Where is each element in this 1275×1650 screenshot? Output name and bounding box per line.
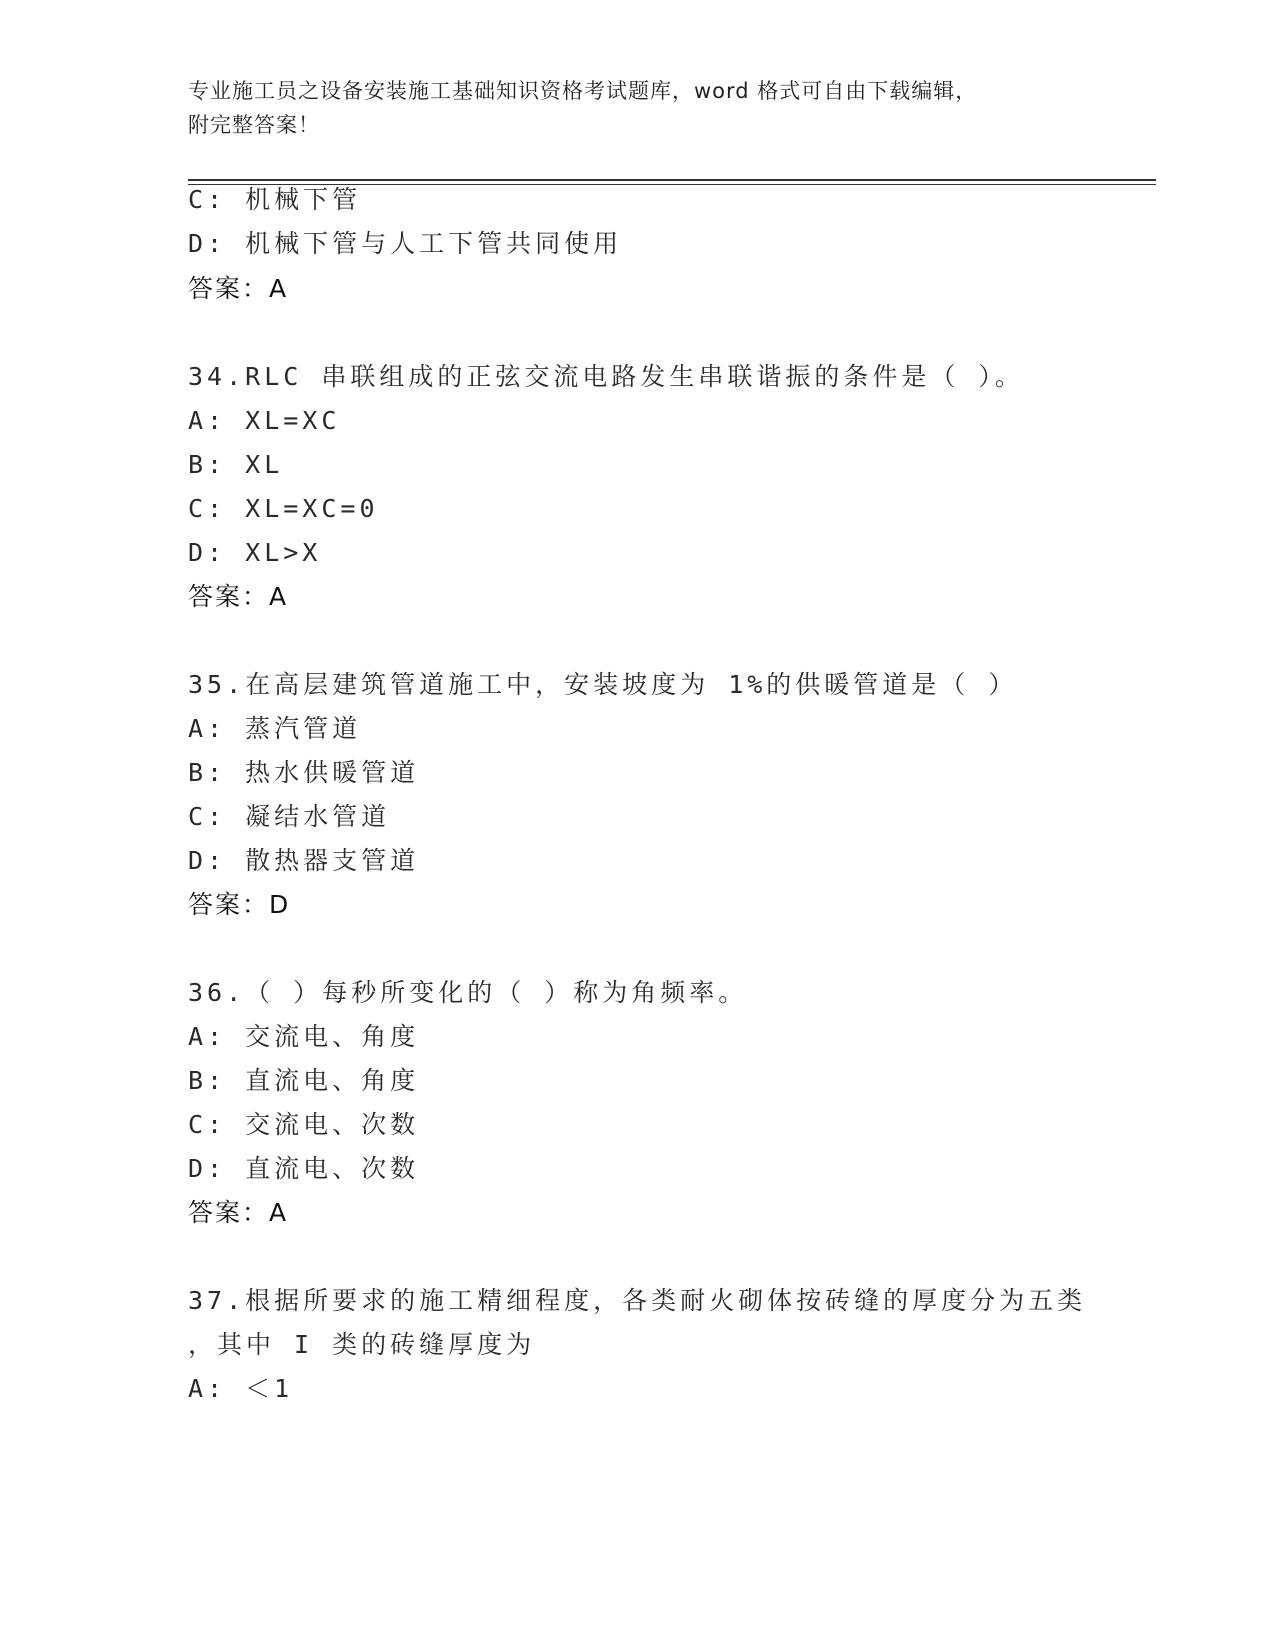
q35-option-c: C: 凝结水管道 bbox=[188, 802, 391, 831]
header-line-2: 附完整答案！ bbox=[188, 113, 320, 137]
q37-stem-line-2: ，其中 I 类的砖缝厚度为 bbox=[188, 1330, 536, 1359]
q34-stem: 34.RLC 串联组成的正弦交流电路发生串联谐振的条件是（ ）。 bbox=[188, 362, 1024, 391]
q36-option-c: C: 交流电、次数 bbox=[188, 1110, 420, 1139]
prev-option-c: C: 机械下管 bbox=[188, 185, 362, 214]
document-header bbox=[188, 74, 1088, 142]
q34-option-b: B: XL bbox=[188, 450, 284, 479]
q35-option-b: B: 热水供暖管道 bbox=[188, 758, 420, 787]
q36-stem: 36.（ ）每秒所变化的（ ）称为角频率。 bbox=[188, 978, 748, 1007]
q36-answer: 答案：A bbox=[188, 1198, 289, 1227]
q37-option-a: A: ＜1 bbox=[188, 1374, 294, 1403]
header-line-1: 专业施工员之设备安装施工基础知识资格考试题库，word 格式可自由下载编辑， bbox=[188, 79, 978, 103]
header-divider-thick bbox=[188, 179, 1156, 181]
q34-option-a: A: XL=XC bbox=[188, 406, 341, 435]
q35-option-a: A: 蒸汽管道 bbox=[188, 714, 362, 743]
q34-option-c: C: XL=XC=0 bbox=[188, 494, 379, 523]
q35-answer: 答案：D bbox=[188, 890, 291, 919]
prev-option-d: D: 机械下管与人工下管共同使用 bbox=[188, 229, 623, 258]
q34-option-d: D: XL>X bbox=[188, 538, 322, 567]
prev-answer: 答案：A bbox=[188, 274, 289, 303]
q34-answer: 答案：A bbox=[188, 582, 289, 611]
q37-stem-line-1: 37.根据所要求的施工精细程度，各类耐火砌体按砖缝的厚度分为五类 bbox=[188, 1286, 1087, 1315]
q36-option-a: A: 交流电、角度 bbox=[188, 1022, 420, 1051]
q36-option-b: B: 直流电、角度 bbox=[188, 1066, 420, 1095]
q35-option-d: D: 散热器支管道 bbox=[188, 846, 420, 875]
q36-option-d: D: 直流电、次数 bbox=[188, 1154, 420, 1183]
q35-stem: 35.在高层建筑管道施工中，安装坡度为 1%的供暖管道是（ ） bbox=[188, 670, 1018, 699]
